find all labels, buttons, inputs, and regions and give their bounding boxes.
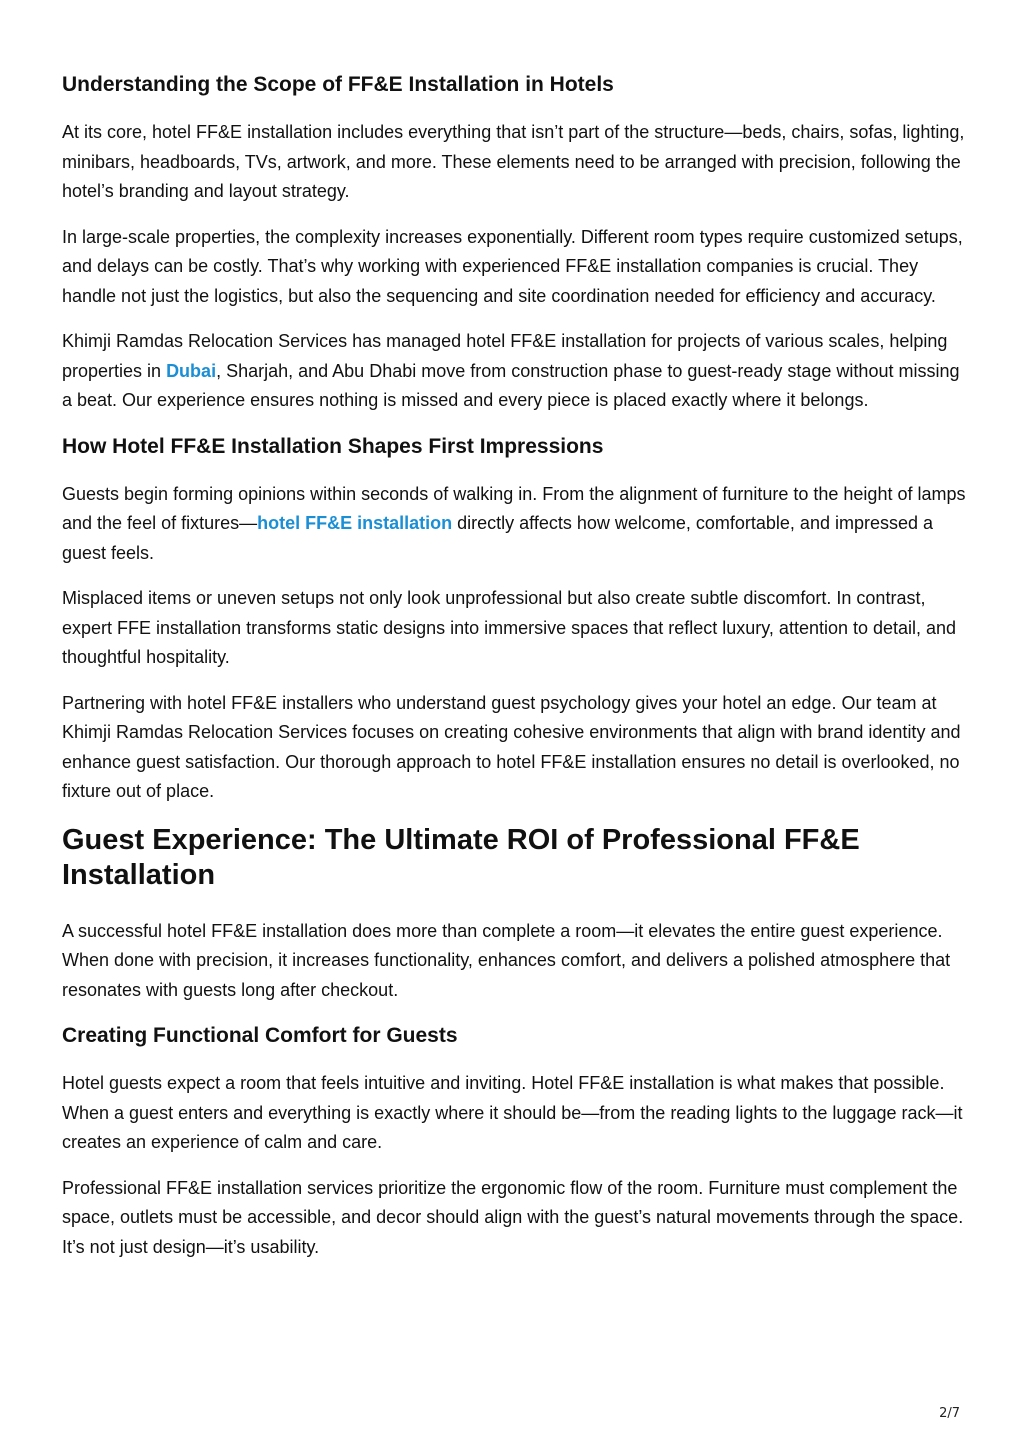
paragraph: Hotel guests expect a room that feels intuitive and inviting. Hotel FF&E installation is what makes that possible. When a guest enters and everything is exactly where it should be—from the reading lights to the luggage rack—it creates an experience of calm and care. (62, 1073, 963, 1152)
paragraph-text: directly affects how welcome, comfortable, and impressed a guest feels. (62, 513, 934, 563)
section-heading-impressions: How Hotel FF&E Installation Shapes First Impressions (62, 434, 604, 458)
paragraph: Misplaced items or uneven setups not only look unprofessional but also create subtle discomfort. In contrast, expert FFE installation transforms static designs into immersive spaces that reflect luxury, attention to detail, and thoughtful hospitality. (62, 588, 957, 667)
paragraph: A successful hotel FF&E installation does more than complete a room—it elevates the entire guest experience. When done with precision, it increases functionality, enhances comfort, and delivers a polished atmosphere that resonates with guests long after checkout. (62, 920, 951, 1000)
paragraph (62, 327, 972, 416)
section-heading-comfort: Creating Functional Comfort for Guests (62, 1024, 458, 1047)
paragraph: Partnering with hotel FF&E installers who understand guest psychology gives your hotel an edge. Our team at Khimji Ramdas Relocation Services focuses on creating cohesive environments that align with brand identity and enhance guest satisfaction. Our thorough approach to hotel FF&E installation ensures no detail is overlooked, no fixture out of place. (62, 692, 961, 801)
section-heading-roi: Guest Experience: The Ultimate ROI of Professional FF&E Installation (62, 823, 860, 891)
section-heading-scope: Understanding the Scope of FF&E Installation in Hotels (62, 73, 614, 96)
hotel-ffe-installation-link[interactable]: hotel FF&E installation (257, 513, 453, 533)
paragraph: At its core, hotel FF&E installation includes everything that isn’t part of the structure—beds, chairs, sofas, lighting, minibars, headboards, TVs, artwork, and more. These elements need to be arranged with precision, following the hotel’s branding and layout strategy. (62, 122, 965, 201)
dubai-link[interactable]: Dubai (166, 360, 217, 381)
paragraph-text: Guests begin forming opinions within seconds of walking in. From the alignment of furniture to the height of lamps and the feel of fixtures— (62, 483, 966, 533)
paragraph: Professional FF&E installation services prioritize the ergonomic flow of the room. Furniture must complement the space, outlets must be accessible, and decor should align with the guest’s natural movements through the space. It’s not just design—it’s usability. (62, 1177, 964, 1257)
paragraph-text: , Sharjah, and Abu Dhabi move from construction phase to guest-ready stage without missing a beat. Our experience ensures nothing is missed and every piece is placed exactly where it belongs. (62, 360, 960, 410)
paragraph: In large-scale properties, the complexity increases exponentially. Different room types require customized setups, and delays can be costly. That’s why working with experienced FF&E installation companies is crucial. They handle not just the logistics, but also the sequencing and site coordination needed for efficiency and accuracy. (62, 226, 963, 306)
paragraph-text: Khimji Ramdas Relocation Services has managed hotel FF&E installation for projects of various scales, helping properties in (62, 331, 948, 381)
paragraph (62, 480, 972, 569)
document-page (62, 62, 972, 1278)
page-number: 2/7 (939, 1406, 960, 1421)
